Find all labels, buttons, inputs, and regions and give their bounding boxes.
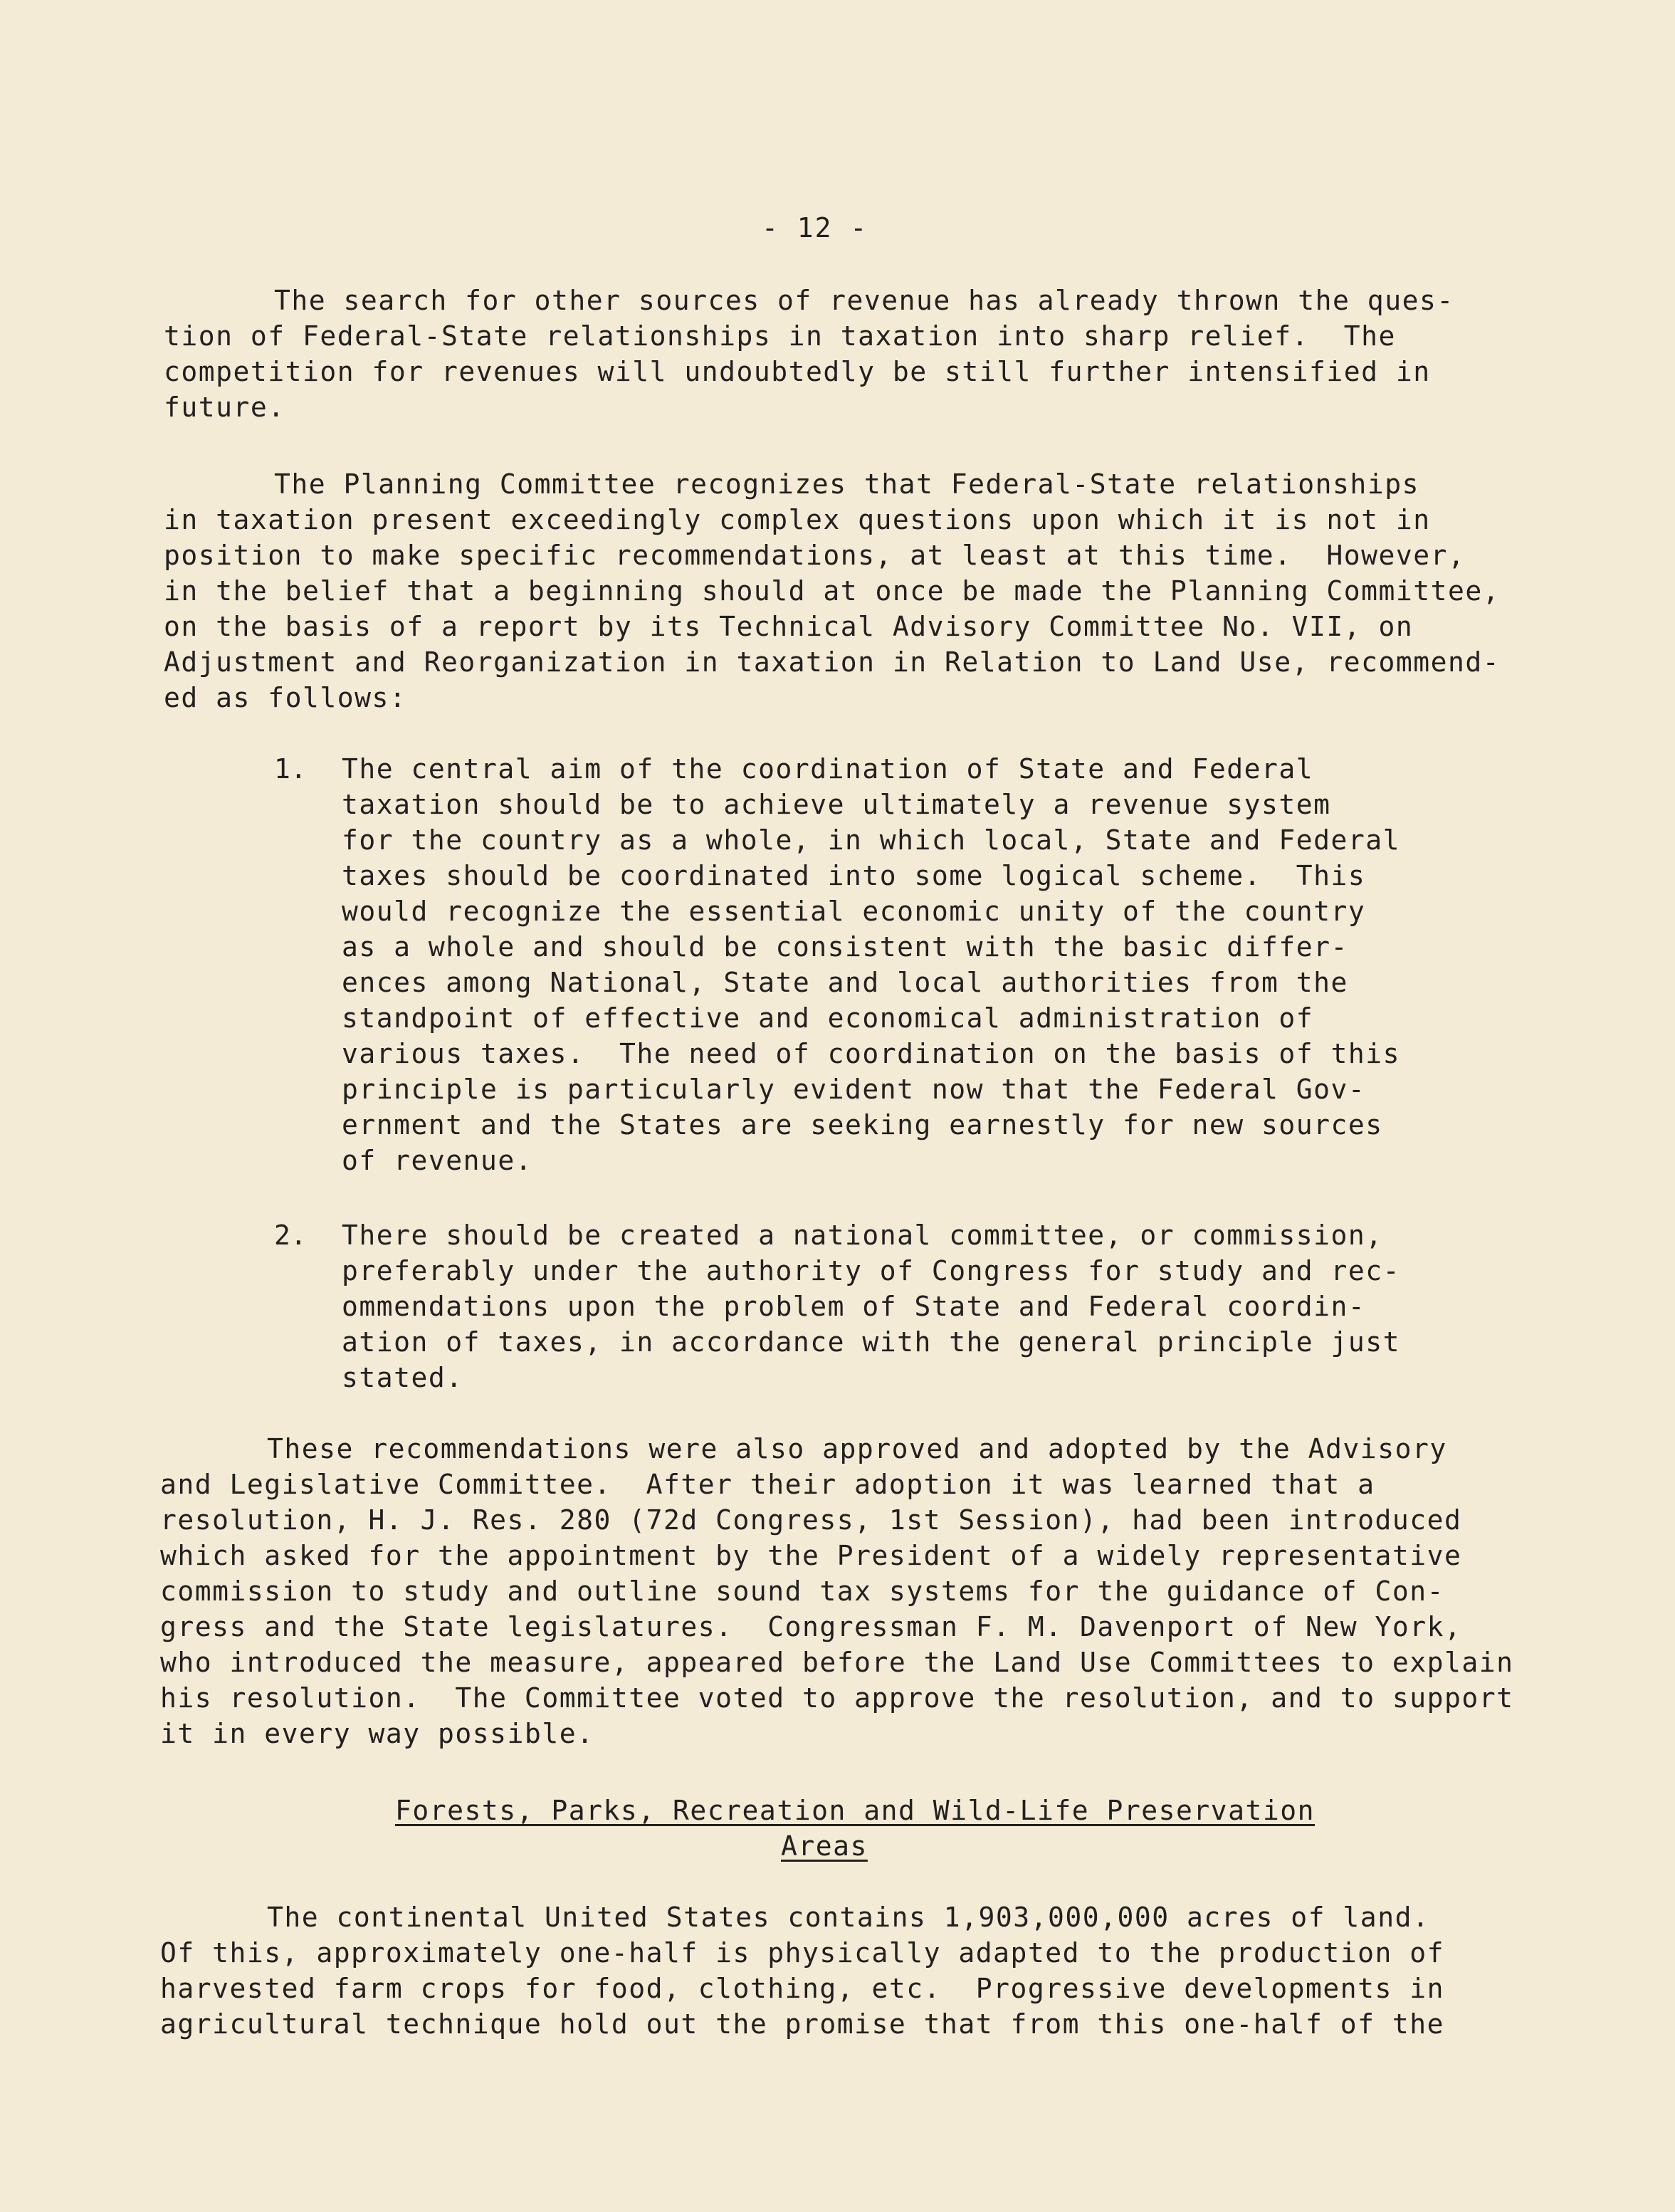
- heading-line: Forests, Parks, Recreation and Wild-Life Preservation: [395, 1795, 1316, 1826]
- text-line: The continental United States contains 1,903,000,000 acres of land.: [267, 1902, 1430, 1933]
- item-number: 1.: [274, 753, 307, 785]
- text-line: as a whole and should be consistent with the basic differ-: [342, 931, 1348, 963]
- text-line: The central aim of the coordination of State and Federal: [342, 753, 1314, 785]
- text-line: future.: [164, 392, 285, 423]
- text-line: agricultural technique hold out the promise that from this one-half of the: [160, 2008, 1444, 2040]
- text-line: in taxation present exceedingly complex questions upon which it is not in: [164, 504, 1431, 535]
- text-line: in the belief that a beginning should at once be made the Planning Committee,: [164, 575, 1501, 607]
- text-line: competition for revenues will undoubtedly be still further intensified in: [164, 356, 1431, 387]
- text-line: would recognize the essential economic unity of the country: [342, 896, 1366, 927]
- page-number: - 12 -: [762, 212, 868, 243]
- text-line: his resolution. The Committee voted to approve the resolution, and to support: [160, 1682, 1514, 1714]
- text-line: The Planning Committee recognizes that Federal-State relationships: [274, 468, 1419, 500]
- text-line: standpoint of effective and economical administration of: [342, 1002, 1314, 1034]
- text-line: resolution, H. J. Res. 280 (72d Congress, 1st Session), had been introduced: [160, 1504, 1462, 1536]
- text-line: it in every way possible.: [160, 1718, 594, 1749]
- text-line: commission to study and outline sound tax systems for the guidance of Con-: [160, 1576, 1444, 1607]
- text-line: ernment and the States are seeking earnestly for new sources: [342, 1109, 1383, 1141]
- text-line: preferably under the authority of Congress for study and rec-: [342, 1255, 1401, 1286]
- text-line: There should be created a national committee, or commission,: [342, 1220, 1383, 1251]
- text-line: gress and the State legislatures. Congressman F. M. Davenport of New York,: [160, 1611, 1462, 1642]
- text-line: on the basis of a report by its Technical Advisory Committee No. VII, on: [164, 611, 1414, 642]
- item-number: 2.: [274, 1220, 307, 1251]
- text-line: for the country as a whole, in which local, State and Federal: [342, 824, 1401, 856]
- text-line: tion of Federal-State relationships in taxation into sharp relief. The: [164, 320, 1396, 352]
- text-line: These recommendations were also approved and adopted by the Advisory: [267, 1433, 1447, 1464]
- text-line: which asked for the appointment by the President of a widely representative: [160, 1540, 1462, 1571]
- text-line: Adjustment and Reorganization in taxation in Relation to Land Use, recommend-: [164, 646, 1501, 678]
- text-line: taxation should be to achieve ultimately a revenue system: [342, 789, 1331, 820]
- text-line: ommendations upon the problem of State and Federal coordin-: [342, 1291, 1366, 1322]
- text-line: harvested farm crops for food, clothing, etc. Progressive developments in: [160, 1973, 1444, 2004]
- text-line: who introduced the measure, appeared before the Land Use Committees to explain: [160, 1647, 1514, 1678]
- text-line: ed as follows:: [164, 682, 407, 713]
- heading-line: Areas: [781, 1830, 868, 1862]
- text-line: taxes should be coordinated into some logical scheme. This: [342, 860, 1366, 891]
- text-line: position to make specific recommendations, at least at this time. However,: [164, 540, 1466, 571]
- text-line: principle is particularly evident now that the Federal Gov-: [342, 1074, 1366, 1105]
- text-line: Of this, approximately one-half is physically adapted to the production of: [160, 1937, 1444, 1969]
- text-line: and Legislative Committee. After their adoption it was learned that a: [160, 1469, 1375, 1500]
- text-line: stated.: [342, 1362, 463, 1393]
- text-line: ation of taxes, in accordance with the general principle just: [342, 1326, 1401, 1358]
- text-line: various taxes. The need of coordination on the basis of this: [342, 1038, 1401, 1069]
- text-line: of revenue.: [342, 1145, 533, 1176]
- text-line: ences among National, State and local authorities from the: [342, 967, 1348, 998]
- text-line: The search for other sources of revenue has already thrown the ques-: [274, 285, 1454, 316]
